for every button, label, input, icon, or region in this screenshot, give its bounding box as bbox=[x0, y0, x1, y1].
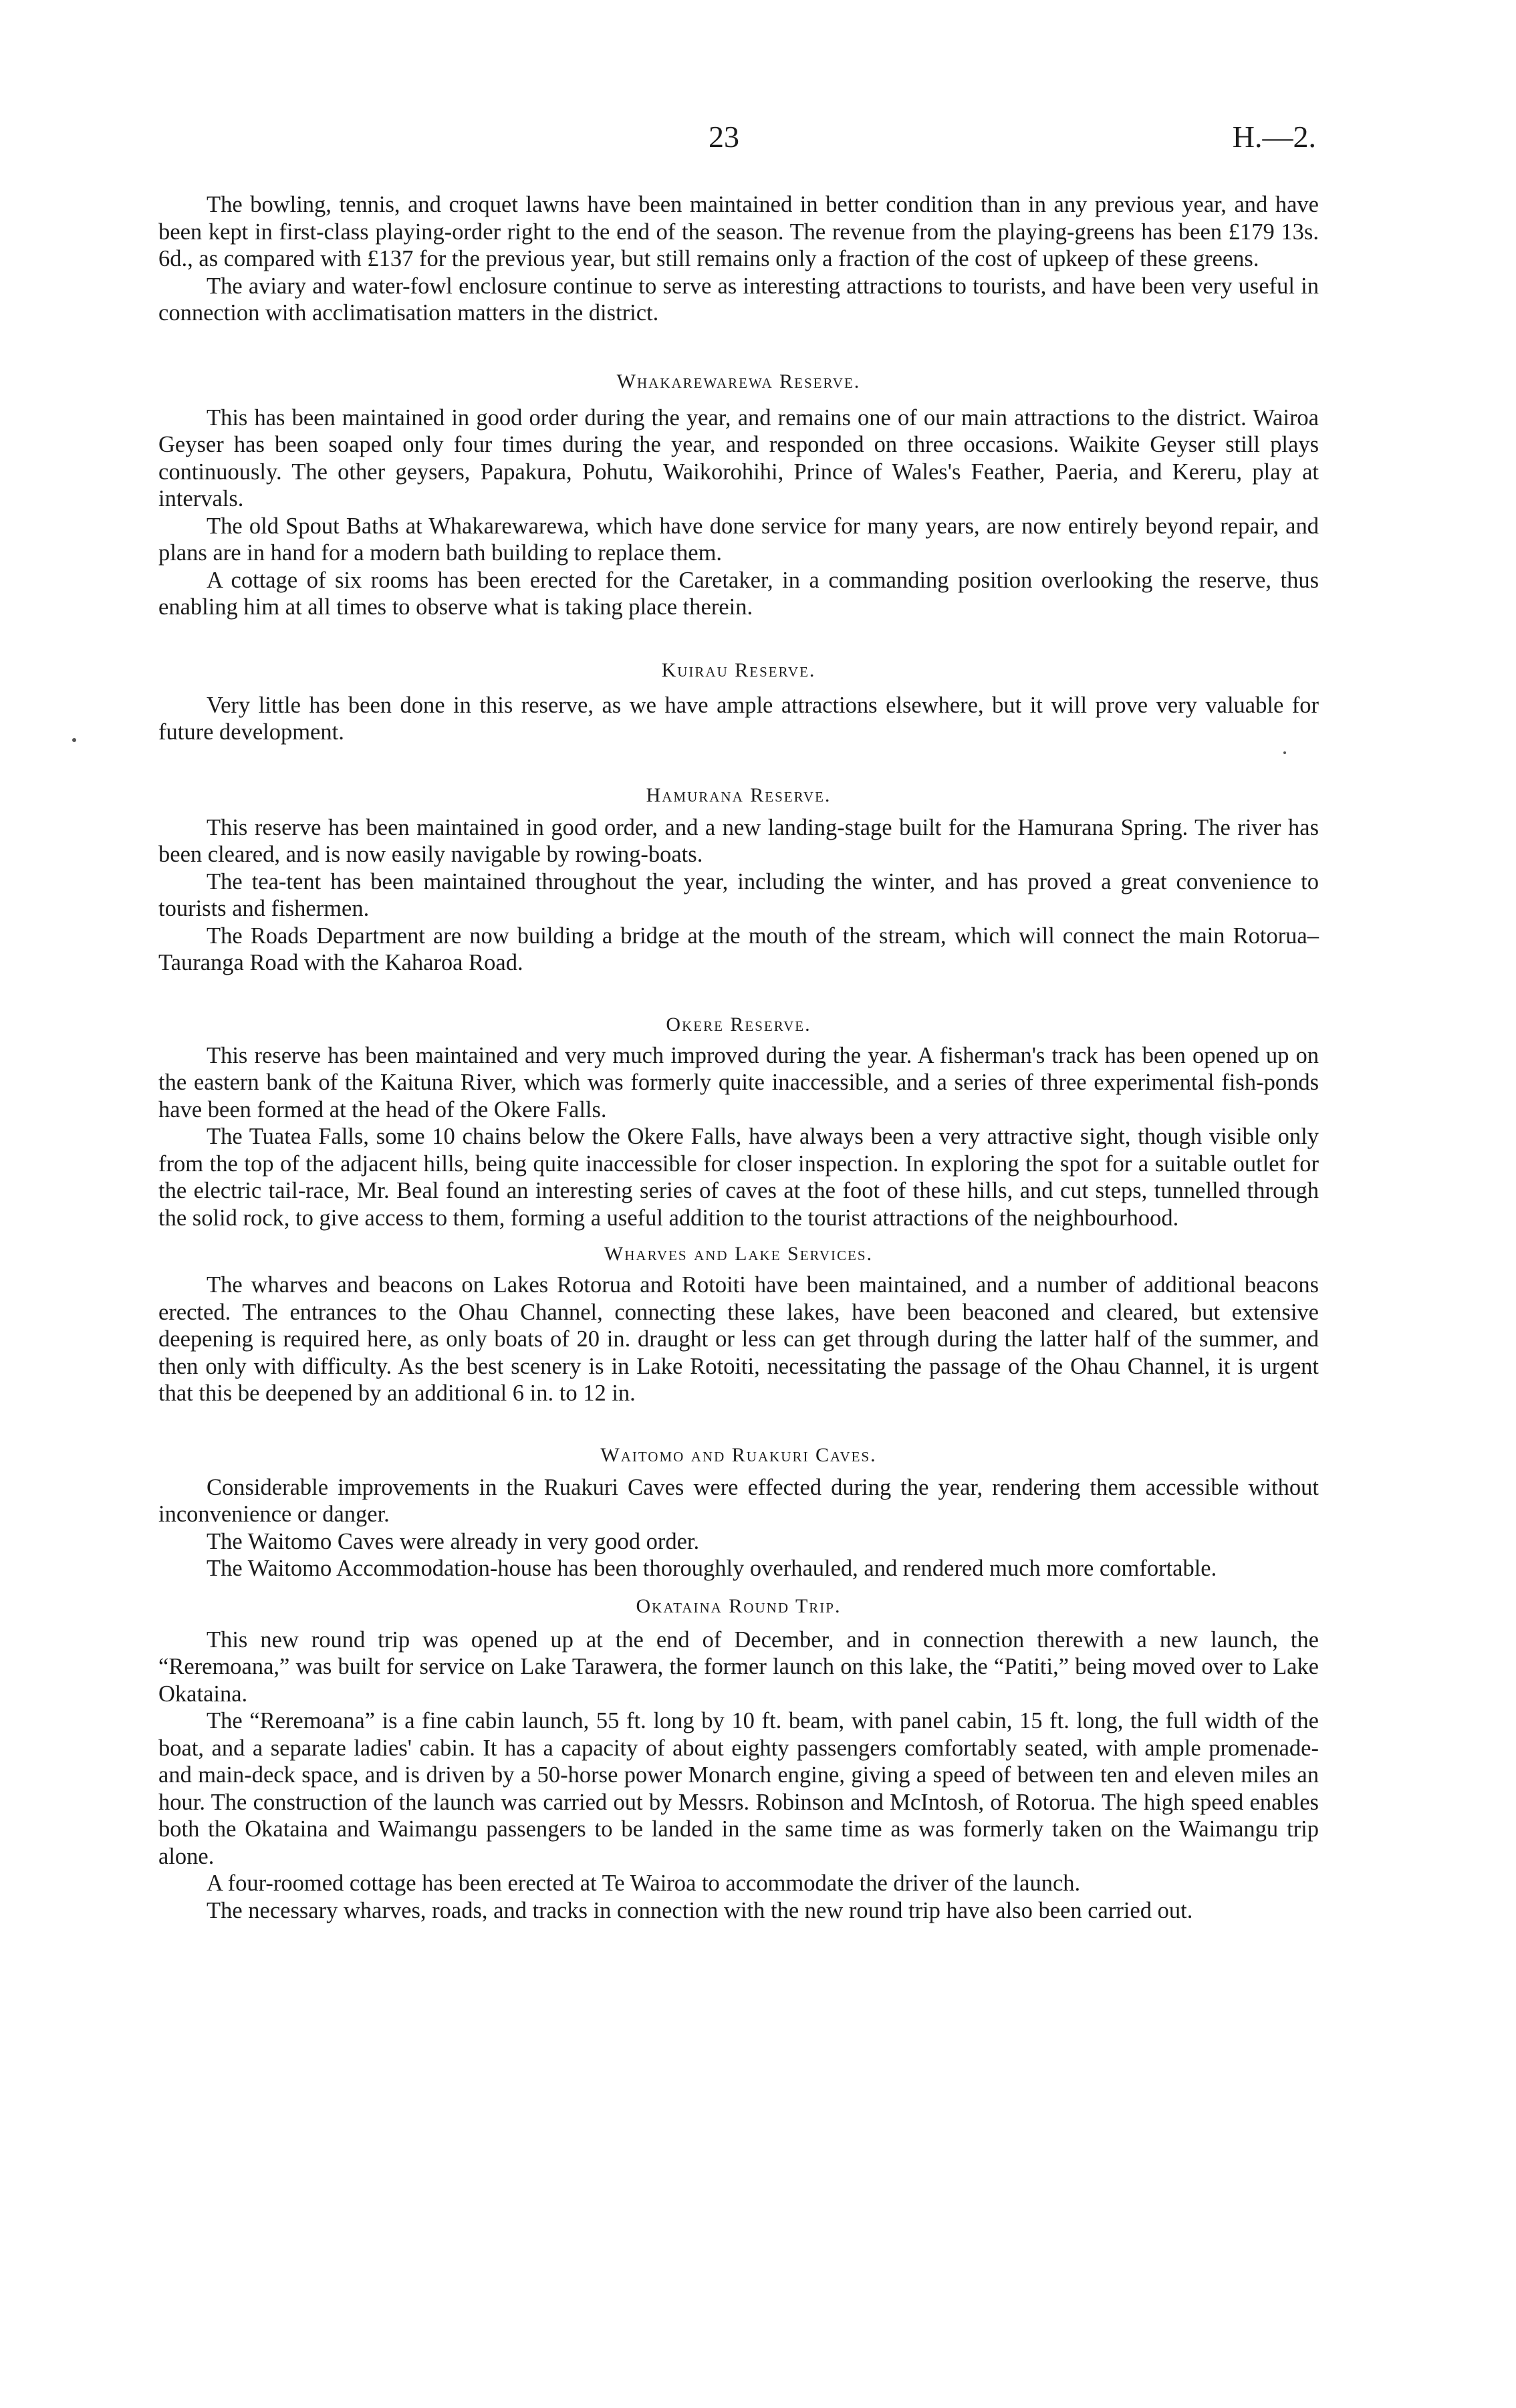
page-number: 23 bbox=[709, 120, 739, 154]
paragraph: A four-roomed cottage has been erected at Te Wairoa to accommodate the driver of the launch. bbox=[207, 1871, 1081, 1896]
section-heading: Whakarewarewa Reserve. bbox=[616, 370, 861, 392]
margin-speck bbox=[72, 738, 76, 742]
section-kuirau bbox=[158, 657, 1319, 746]
paragraph: Considerable improvements in the Ruakuri Caves were effected during the year, rendering them accessible without inconvenience or danger. bbox=[158, 1474, 1319, 1527]
paragraph: This reserve has been maintained in good order, and a new landing-stage built for the Hamurana Spring. The river has been cleared, and is now easily navigable by rowing-boats. bbox=[158, 814, 1319, 867]
section-wharves bbox=[158, 1241, 1319, 1407]
page-header bbox=[0, 119, 1516, 166]
paragraph: This reserve has been maintained and very much improved during the year. A fisherman's track has been opened up on the eastern bank of the Kaituna River, which was formerly quite inaccessible, and a series of three experimental fish-ponds have been formed at the head of the Okere Falls. bbox=[158, 1042, 1319, 1122]
paragraph: The Tuatea Falls, some 10 chains below the Okere Falls, have always been a very attractive sight, though visible only from the top of the adjacent hills, being quite inaccessible for closer inspection. In exploring the spot for a suitable outlet for the electric tail-race, Mr. Beal found an interesting series of caves at the foot of these hills, and cut steps, tunnelled through the solid rock, to give access to them, forming a useful addition to the tourist attractions of the neighbourhood. bbox=[158, 1124, 1319, 1231]
paragraph: The old Spout Baths at Whakarewarewa, which have done service for many years, are now entirely beyond repair, and plans are in hand for a modern bath building to replace them. bbox=[158, 513, 1319, 566]
section-okere bbox=[158, 1011, 1319, 1232]
paragraph: The wharves and beacons on Lakes Rotorua and Rotoiti have been maintained, and a number of additional beacons erected. The entrances to the Ohau Channel, connecting these lakes, have been beaconed and cleared, but extensive deepening is required here, as only boats of 20 in. draught or less can get through during the latter half of the summer, and then only with difficulty. As the best scenery is in Lake Rotoiti, necessitating the passage of the Ohau Channel, it is urgent that this be deepened by an additional 6 in. to 12 in. bbox=[158, 1272, 1319, 1406]
paragraph: The Waitomo Caves were already in very good order. bbox=[207, 1528, 700, 1554]
paragraph: A cottage of six rooms has been erected for the Caretaker, in a commanding position overlooking the reserve, thus enabling him at all times to observe what is taking place therein. bbox=[158, 567, 1319, 620]
section-heading: Kuirau Reserve. bbox=[661, 658, 816, 681]
paragraph: This has been maintained in good order during the year, and remains one of our main attractions to the district. Wairoa Geyser has been soaped only four times during the year, and responded on three occasions. Waikite Geyser still plays continuously. The other geysers, Papakura, Pohutu, Waikorohihi, Prince of Wales's Feather, Paeria, and Kereru, play at intervals. bbox=[158, 404, 1319, 511]
section-heading: Okere Reserve. bbox=[666, 1013, 811, 1036]
paragraph: The tea-tent has been maintained throughout the year, including the winter, and has proved a great convenience to tourists and fishermen. bbox=[158, 868, 1319, 921]
section-heading: Hamurana Reserve. bbox=[646, 784, 832, 806]
document-reference: H.—2. bbox=[1232, 120, 1316, 154]
paragraph: This new round trip was opened up at the end of December, and in connection therewith a new launch, the “Reremoana,” was built for service on Lake Tarawera, the former launch on this lake, the “Patiti,” being moved over to Lake Okataina. bbox=[158, 1627, 1319, 1707]
section-whakarewarewa bbox=[158, 368, 1319, 621]
body-text bbox=[158, 191, 1319, 1924]
paragraph: The Waitomo Accommodation-house has been thoroughly overhauled, and rendered much more comfortable. bbox=[207, 1556, 1217, 1581]
section-waitomo bbox=[158, 1442, 1319, 1582]
paragraph: The Roads Department are now building a bridge at the mouth of the stream, which will connect the main Rotorua–Tauranga Road with the Kaharoa Road. bbox=[158, 923, 1319, 975]
paragraph: The bowling, tennis, and croquet lawns have been maintained in better condition than in any previous year, and have been kept in first-class playing-order right to the end of the season. The revenue from the playing-greens has been £179 13s. 6d., as compared with £137 for the previous year, but still remains only a fraction of the cost of upkeep of these greens. bbox=[158, 192, 1319, 271]
section-heading: Waitomo and Ruakuri Caves. bbox=[600, 1443, 877, 1466]
section-hamurana bbox=[158, 782, 1319, 977]
paragraph: The aviary and water-fowl enclosure continue to serve as interesting attractions to tourists, and have been very useful in connection with acclimatisation matters in the district. bbox=[158, 273, 1319, 326]
paragraph: The necessary wharves, roads, and tracks in connection with the new round trip have also been carried out. bbox=[207, 1897, 1193, 1923]
paragraph: The “Reremoana” is a fine cabin launch, 55 ft. long by 10 ft. beam, with panel cabin, 15 ft. long, the full width of the boat, and a separate ladies' cabin. It has a capacity of about eighty passengers comfortably seated, with ample promenade- and main-deck space, and is driven by a 50-horse power Monarch engine, giving a speed of between ten and eleven miles an hour. The construction of the launch was carried out by Messrs. Robinson and McIntosh, of Rotorua. The high speed enables both the Okataina and Waimangu passengers to be landed in the same time as was formerly taken on the Waimangu trip alone. bbox=[158, 1708, 1319, 1869]
paragraph: Very little has been done in this reserve, as we have ample attractions elsewhere, but it will prove very valuable for future development. bbox=[158, 692, 1319, 745]
margin-speck bbox=[1283, 751, 1286, 754]
section-heading: Okataina Round Trip. bbox=[636, 1594, 842, 1617]
section-intro bbox=[158, 191, 1319, 327]
section-heading: Wharves and Lake Services. bbox=[604, 1243, 874, 1265]
section-okataina bbox=[158, 1593, 1319, 1925]
